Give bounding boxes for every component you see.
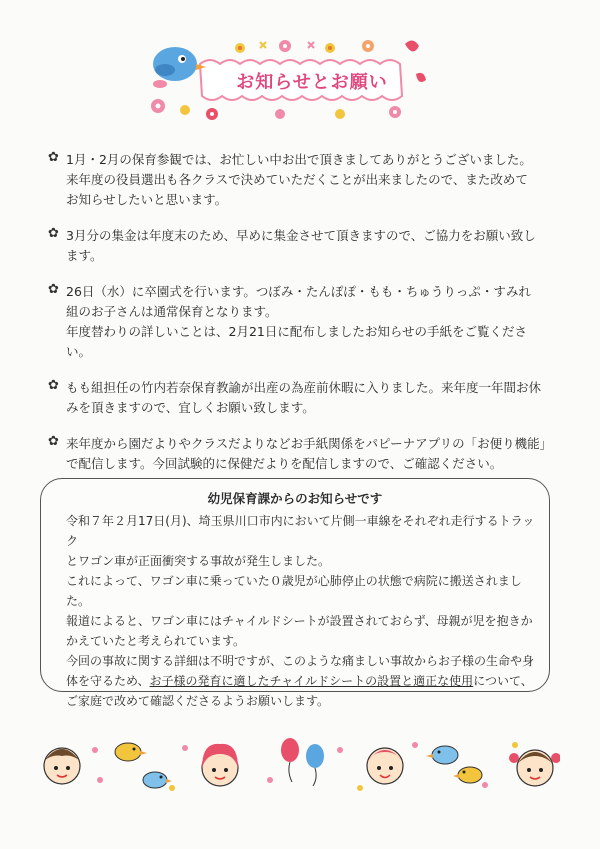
box-line: とワゴン車が正面衝突する事故が発生しました。 (66, 554, 331, 568)
box-line: かえていたと考えられています。 (66, 634, 246, 648)
notice-line: 組のお子さんは通常保育となります。 (66, 304, 278, 319)
bird-icon (426, 746, 482, 783)
balloon-icon (281, 738, 324, 786)
list-item (48, 226, 568, 266)
notice-line: 26日（水）に卒園式を行います。つぼみ・たんぽぽ・もも・ちゅうりっぷ・すみれ (66, 284, 531, 299)
box-line (66, 671, 536, 691)
bird-icon (143, 772, 172, 788)
notice-line: みを頂きますので、宜しくお願い致します。 (66, 400, 315, 415)
box-line: 令和７年２月17日(月)、埼玉県川口市内において片側一車線をそれぞれ走行するトラック (66, 514, 535, 548)
notice-list (48, 150, 568, 490)
child-face-icon (44, 748, 80, 784)
child-face-icon (367, 748, 403, 784)
notice-line: で配信します。今回試験的に保健だよりを配信しますので、ご確認ください。 (66, 456, 503, 471)
flower-bullet-icon: ✿ (48, 150, 59, 165)
header-banner (140, 34, 430, 124)
flower-bullet-icon: ✿ (48, 226, 59, 241)
box-line: 報道によると、ワゴン車にはチャイルドシートが設置されておらず、母親が児を抱きか (66, 614, 533, 628)
child-face-icon (509, 750, 560, 786)
bird-icon (153, 47, 206, 88)
bird-icon (115, 743, 147, 761)
box-text: について、 (473, 674, 533, 688)
footer-illustration (40, 730, 560, 800)
child-face-icon (202, 744, 238, 786)
notice-line: 来年度の役員選出も各クラスで決めていただくことが出来ましたので、また改めて (66, 172, 528, 187)
notice-box (40, 478, 550, 708)
flower-bullet-icon: ✿ (48, 434, 59, 449)
flower-icon (235, 40, 419, 53)
underlined-emphasis: お子様の発育に適したチャイルドシートの設置と適正な使用 (149, 674, 474, 688)
box-line: 今回の事故に関する詳細は不明ですが、このような痛ましい事故からお子様の生命や身 (66, 654, 535, 668)
flower-bullet-icon: ✿ (48, 282, 59, 297)
box-text: 体を守るため、 (66, 674, 150, 688)
notice-line: い。 (66, 344, 92, 359)
notice-line: もも組担任の竹内若奈保育教諭が出産の為産前休暇に入りました。来年度一年間お休 (66, 380, 542, 395)
notice-box-body (66, 511, 536, 711)
list-item (48, 282, 568, 362)
notice-line: お知らせしたいと思います。 (66, 192, 228, 207)
notice-line: 1月・2月の保育参観では、お忙しい中お出で頂きましてありがとうございました。 (66, 152, 532, 167)
list-item (48, 434, 568, 474)
box-line: ご家庭で改めて確認くださるようお願いします。 (66, 694, 330, 708)
list-item (48, 150, 568, 210)
box-line: これによって、ワゴン車に乗っていた０歳児が心肺停止の状態で病院に搬送されました。 (66, 574, 522, 608)
notice-line: 年度替わりの詳しいことは、2月21日に配布しましたお知らせの手紙をご覧くださ (66, 324, 527, 339)
flower-bullet-icon: ✿ (48, 378, 59, 393)
notice-line: 来年度から園だよりやクラスだよりなどお手紙関係をパピーナアプリの「お便り機能」 (66, 436, 553, 451)
footer-decoration (40, 730, 560, 800)
list-item (48, 378, 568, 418)
page-title: お知らせとお願い (236, 72, 388, 93)
notice-line: ます。 (66, 248, 103, 263)
notice-box-title: 幼児保育課からのお知らせです (207, 491, 383, 506)
notice-line: 3月分の集金は年度末のため、早めに集金させて頂きますので、ご協力をお願い致し (66, 228, 536, 243)
